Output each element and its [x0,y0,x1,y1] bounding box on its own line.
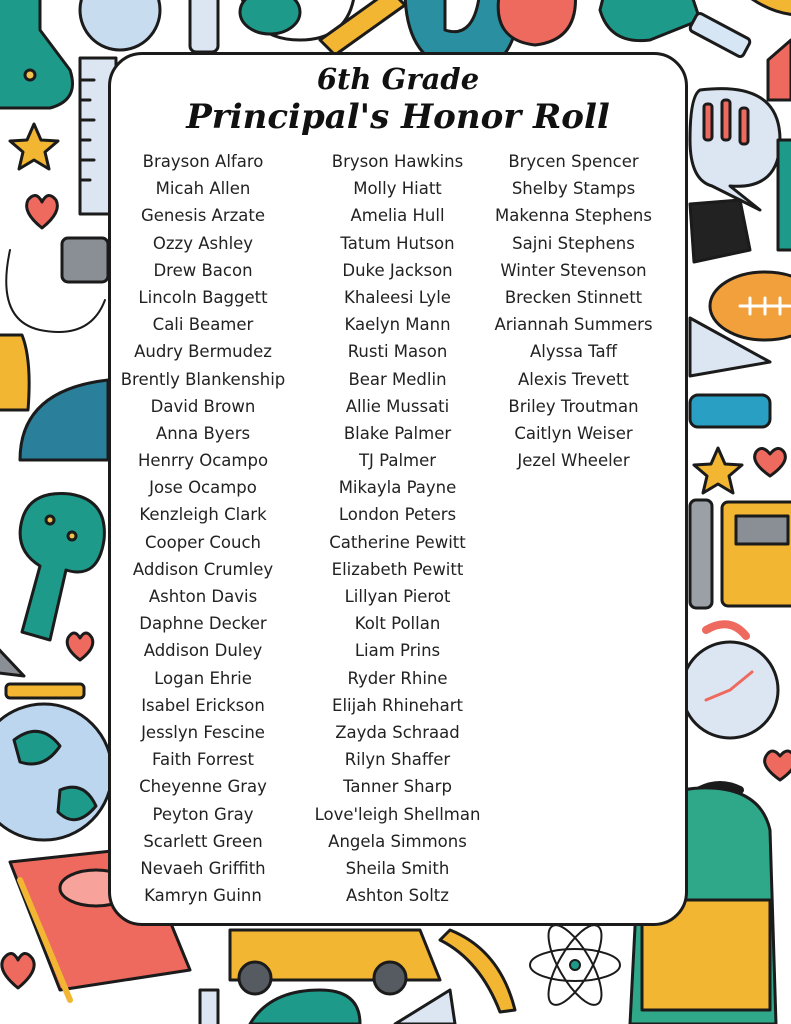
star-icon [694,448,742,493]
student-name: Kaelyn Mann [344,315,451,335]
student-name: Micah Allen [155,179,251,199]
student-name: TJ Palmer [358,451,437,471]
student-name: Cheyenne Gray [139,777,267,797]
student-name: Allie Mussati [345,396,450,416]
star-icon [10,124,58,169]
student-name: Nevaeh Griffith [140,858,266,878]
football-icon [710,272,791,340]
binder-clip-icon [690,200,750,262]
student-name: Audry Bermudez [134,342,272,362]
pencil-bottom-icon [200,990,218,1024]
student-name: London Peters [338,505,457,525]
car-icon [230,930,440,994]
student-name: Anna Byers [155,423,251,443]
student-name: Drew Bacon [153,260,253,280]
student-name: Cali Beamer [152,315,254,335]
student-name: Sheila Smith [345,858,450,878]
student-name: Kolt Pollan [354,614,441,634]
student-name: Tanner Sharp [343,777,452,797]
heart-icon [755,448,786,476]
student-name: Rilyn Shaffer [344,750,451,770]
page-title [108,62,688,138]
student-name: Logan Ehrie [154,668,252,688]
student-name: Catherine Pewitt [329,532,466,552]
scissors-tip-icon [0,640,24,676]
student-name: Caitlyn Weiser [514,423,633,443]
student-name: Daphne Decker [139,614,267,634]
heart-icon [27,195,58,228]
student-name: Addison Duley [143,641,263,661]
case-icon [690,500,712,608]
bottle-icon [778,140,791,250]
student-name: Alyssa Taff [529,342,617,362]
bulb-flask-icon [20,494,104,640]
name-column-1 [108,148,298,909]
atom-icon [530,918,620,1012]
student-name: Brayson Alfaro [142,152,264,171]
globe-icon [0,684,112,840]
heart-icon [67,633,93,660]
student-name: Addison Crumley [132,559,274,579]
student-name: Briley Troutman [508,396,639,416]
student-name: Elijah Rhinehart [332,695,463,715]
student-name: Sajni Stephens [512,233,635,253]
student-name: Genesis Arzate [140,206,266,226]
student-name: Ryder Rhine [347,668,448,688]
heart-icon [2,953,34,988]
student-name: Blake Palmer [343,423,452,443]
student-name: Lincoln Baggett [138,287,268,307]
student-name: Isabel Erickson [141,695,265,715]
student-name: Love'leigh Shellman [314,804,481,824]
student-name: Shelby Stamps [511,179,636,199]
student-name: Jezel Wheeler [517,451,630,471]
flask-icon [0,0,73,108]
tag-icon [768,40,791,100]
pencil-tip-icon [395,990,455,1024]
name-column-2 [300,148,495,909]
heart-icon [765,751,791,780]
lunchbox-icon [250,990,360,1024]
student-name: Jose Ocampo [149,478,257,498]
pencil-icon [320,0,405,55]
student-name: Henrry Ocampo [137,451,269,471]
student-name: Brycen Spencer [508,152,639,171]
student-name: Zayda Schraad [335,722,460,742]
folder-icon [0,335,29,410]
student-name: Makenna Stephens [495,206,652,226]
student-name: David Brown [150,396,256,416]
student-name: Jesslyn Fescine [141,722,265,742]
calculator-icon [722,502,791,606]
test-tube-icon [600,0,751,58]
student-name: Scarlett Green [143,831,263,851]
pen-icon [190,0,218,52]
student-name: Ashton Davis [148,587,258,606]
clock-icon [80,0,160,50]
student-name: Molly Hiatt [353,179,442,199]
student-name: Ozzy Ashley [152,233,254,253]
speech-bubble-icon [690,89,780,210]
student-name: Tatum Hutson [340,233,455,253]
student-name: Rusti Mason [347,342,448,362]
protractor-icon [20,380,108,460]
grade-heading: 6th Grade [316,62,480,96]
backpack-corner-icon [740,0,791,15]
student-name: Kenzleigh Clark [139,505,267,525]
student-name: Duke Jackson [342,260,453,280]
student-name: Ashton Soltz [346,886,449,906]
student-name: Brently Blankenship [120,369,286,389]
student-name: Kamryn Guinn [144,886,262,906]
marker-icon [690,395,770,427]
student-name: Bryson Hawkins [331,152,464,171]
student-name: Winter Stevenson [500,260,647,280]
student-name: Ariannah Summers [494,315,653,335]
alarm-clock-icon [682,624,778,738]
student-name: Khaleesi Lyle [344,287,451,307]
earphones-icon [6,238,108,332]
student-name: Brecken Stinnett [504,287,643,307]
student-name: Amelia Hull [350,206,445,226]
student-name: Elizabeth Pewitt [331,559,464,579]
student-name: Cooper Couch [145,532,261,552]
student-name: Lillyan Pierot [344,587,451,606]
name-column-3 [486,148,661,474]
student-name: Angela Simmons [328,831,467,851]
student-name: Liam Prins [354,641,441,661]
student-name: Faith Forrest [152,750,254,770]
student-name: Bear Medlin [348,369,447,389]
student-name: Peyton Gray [152,804,254,824]
honor-roll-heading: Principal's Honor Roll [186,97,610,137]
student-name: Alexis Trevett [517,369,629,389]
student-name: Mikayla Payne [338,478,457,498]
